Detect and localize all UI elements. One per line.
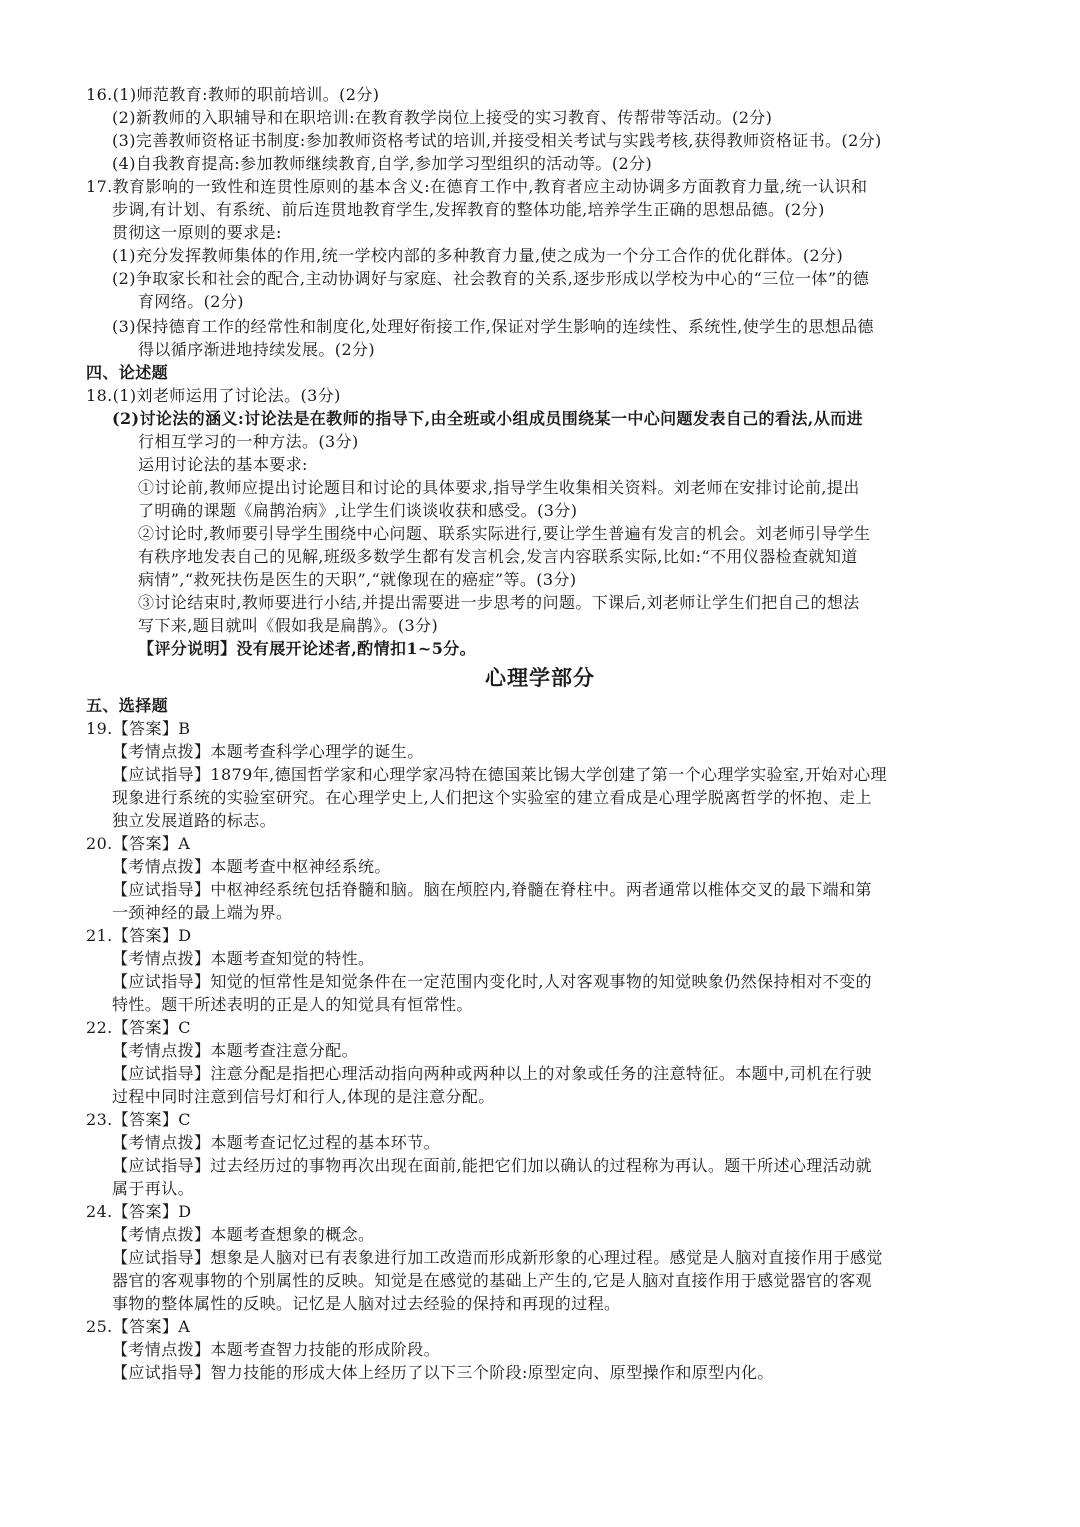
q21-answer: 21.【答案】D (86, 926, 192, 945)
q23-guide-2: 属于再认。 (112, 1179, 195, 1198)
q17-line-5: (2)争取家长和社会的配合,主动协调好与家庭、社会教育的关系,逐步形成以学校为中心的“三位一体”的德 (112, 269, 870, 288)
q18-line-11: 写下来,题目就叫《假如我是扁鹊》。(3分) (138, 616, 439, 635)
q18-line-9: 病情”,“救死扶伤是医生的天职”,“就像现在的癌症”等。(3分) (138, 570, 577, 589)
q25-answer: 25.【答案】A (86, 1317, 191, 1336)
q21-guide-1: 【应试指导】知觉的恒常性是知觉条件在一定范围内变化时,人对客观事物的知觉映象仍然保持相对不变的 (112, 972, 872, 991)
q22-answer: 22.【答案】C (86, 1018, 191, 1037)
q24-answer: 24.【答案】D (86, 1202, 192, 1221)
q23-answer: 23.【答案】C (86, 1110, 191, 1129)
q18-line-2: (2)讨论法的涵义:讨论法是在教师的指导下,由全班或小组成员围绕某一中心问题发表自己的看法,从而进 (112, 409, 863, 428)
q20-answer: 20.【答案】A (86, 834, 191, 853)
q16-line-1: 16.(1)师范教育:教师的职前培训。(2分) (86, 85, 380, 104)
q22-guide-2: 过程中同时注意到信号灯和行人,体现的是注意分配。 (112, 1087, 495, 1106)
q24-guide-1: 【应试指导】想象是人脑对已有表象进行加工改造而形成新形象的心理过程。感觉是人脑对直接作用于感觉 (112, 1248, 883, 1267)
scoring-note: 【评分说明】没有展开论述者,酌情扣1~5分。 (138, 639, 477, 658)
q19-point: 【考情点拨】本题考查科学心理学的诞生。 (112, 742, 424, 761)
q18-line-5: ①讨论前,教师应提出讨论题目和讨论的具体要求,指导学生收集相关资料。刘老师在安排讨论前,提出 (138, 478, 860, 497)
q17-line-7: (3)保持德育工作的经常性和制度化,处理好衔接工作,保证对学生影响的连续性、系统性,使学生的思想品德 (112, 317, 874, 336)
q23-guide-1: 【应试指导】过去经历过的事物再次出现在面前,能把它们加以确认的过程称为再认。题干所述心理活动就 (112, 1156, 872, 1175)
q24-guide-3: 事物的整体属性的反映。记忆是人脑对过去经验的保持和再现的过程。 (112, 1294, 621, 1313)
q17-line-4: (1)充分发挥教师集体的作用,统一学校内部的多种教育力量,使之成为一个分工合作的优化群体。(2分) (112, 246, 844, 265)
q18-line-1: 18.(1)刘老师运用了讨论法。(3分) (86, 386, 341, 405)
q19-guide-3: 独立发展道路的标志。 (112, 811, 277, 830)
section-4-heading: 四、论述题 (86, 363, 169, 382)
q18-line-10: ③讨论结束时,教师要进行小结,并提出需要进一步思考的问题。下课后,刘老师让学生们把自己的想法 (138, 593, 860, 612)
q19-answer: 19.【答案】B (86, 719, 191, 738)
q18-line-3: 行相互学习的一种方法。(3分) (138, 432, 359, 451)
q17-line-6: 育网络。(2分) (138, 292, 244, 311)
q22-point: 【考情点拨】本题考查注意分配。 (112, 1041, 359, 1060)
q16-line-2: (2)新教师的入职辅导和在职培训:在教育教学岗位上接受的实习教育、传帮带等活动。(2分) (112, 108, 773, 127)
q17-line-2: 步调,有计划、有系统、前后连贯地教育学生,发挥教育的整体功能,培养学生正确的思想品德。(2分) (112, 200, 825, 219)
q18-line-7: ②讨论时,教师要引导学生围绕中心问题、联系实际进行,要让学生普遍有发言的机会。刘老师引导学生 (138, 524, 871, 543)
q16-line-3: (3)完善教师资格证书制度:参加教师资格考试的培训,并接受相关考试与实践考核,获得教师资格证书。(2分) (112, 131, 882, 150)
q24-point: 【考情点拨】本题考查想象的概念。 (112, 1225, 375, 1244)
psychology-section-title: 心理学部分 (485, 665, 595, 690)
q19-guide-1: 【应试指导】1879年,德国哲学家和心理学家冯特在德国莱比锡大学创建了第一个心理学实验室,开始对心理 (112, 765, 887, 784)
q20-point: 【考情点拨】本题考查中枢神经系统。 (112, 857, 391, 876)
q18-line-4: 运用讨论法的基本要求: (138, 455, 308, 474)
q22-guide-1: 【应试指导】注意分配是指把心理活动指向两种或两种以上的对象或任务的注意特征。本题中,司机在行驶 (112, 1064, 872, 1083)
q17-line-8: 得以循序渐进地持续发展。(2分) (138, 340, 376, 359)
q21-guide-2: 特性。题干所述表明的正是人的知觉具有恒常性。 (112, 995, 473, 1014)
q19-guide-2: 现象进行系统的实验室研究。在心理学史上,人们把这个实验室的建立看成是心理学脱离哲学的怀抱、走上 (112, 788, 872, 807)
q18-line-6: 了明确的课题《扁鹊治病》,让学生们谈谈收获和感受。(3分) (138, 501, 578, 520)
q17-line-3: 贯彻这一原则的要求是: (112, 223, 282, 242)
q23-point: 【考情点拨】本题考查记忆过程的基本环节。 (112, 1133, 441, 1152)
q25-guide-1: 【应试指导】智力技能的形成大体上经历了以下三个阶段:原型定向、原型操作和原型内化。 (112, 1363, 774, 1382)
q25-point: 【考情点拨】本题考查智力技能的形成阶段。 (112, 1340, 441, 1359)
q20-guide-1: 【应试指导】中枢神经系统包括脊髓和脑。脑在颅腔内,脊髓在脊柱中。两者通常以椎体交叉的最下端和第 (112, 880, 872, 899)
q17-line-1: 17.教育影响的一致性和连贯性原则的基本含义:在德育工作中,教育者应主动协调多方面教育力量,统一认识和 (86, 177, 868, 196)
q18-line-8: 有秩序地发表自己的见解,班级多数学生都有发言机会,发言内容联系实际,比如:“不用仪器检查就知道 (138, 547, 858, 566)
q21-point: 【考情点拨】本题考查知觉的特性。 (112, 949, 375, 968)
q24-guide-2: 器官的客观事物的个别属性的反映。知觉是在感觉的基础上产生的,它是人脑对直接作用于感觉器官的客观 (112, 1271, 872, 1290)
q20-guide-2: 一颈神经的最上端为界。 (112, 903, 293, 922)
section-5-heading: 五、选择题 (86, 696, 169, 715)
q16-line-4: (4)自我教育提高:参加教师继续教育,自学,参加学习型组织的活动等。(2分) (112, 154, 653, 173)
